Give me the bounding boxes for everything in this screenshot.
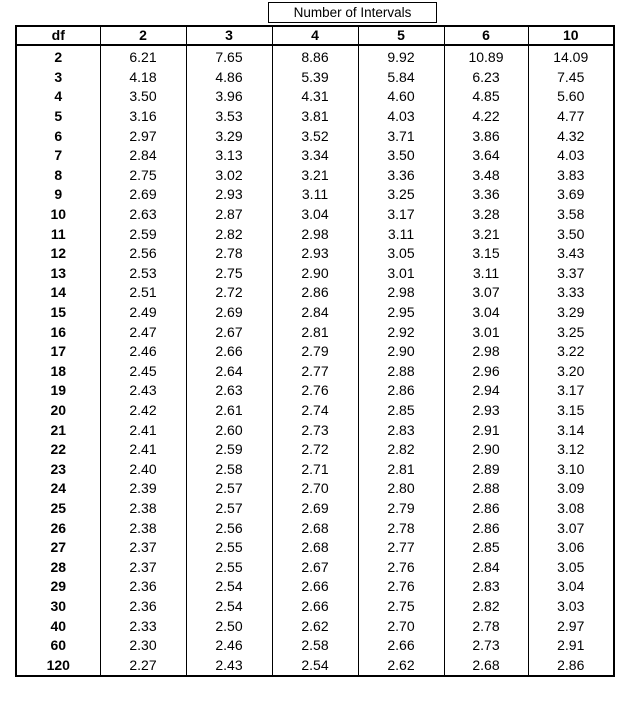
value-cell: 3.15	[528, 401, 614, 421]
value-cell: 3.04	[528, 577, 614, 597]
header-df: df	[16, 26, 100, 45]
value-cell: 2.68	[272, 538, 358, 558]
value-cell: 3.04	[444, 303, 528, 323]
value-cell: 2.93	[186, 185, 272, 205]
value-cell: 2.46	[186, 636, 272, 656]
header-intervals-2: 2	[100, 26, 186, 45]
value-cell: 2.67	[186, 322, 272, 342]
value-cell: 3.36	[444, 185, 528, 205]
row-df-cell: 29	[16, 577, 100, 597]
table-row	[16, 401, 614, 421]
value-cell: 4.32	[528, 126, 614, 146]
value-cell: 2.64	[186, 362, 272, 382]
value-cell: 3.37	[528, 264, 614, 284]
value-cell: 2.80	[358, 479, 444, 499]
value-cell: 2.76	[358, 577, 444, 597]
value-cell: 2.59	[186, 440, 272, 460]
value-cell: 2.86	[528, 655, 614, 676]
value-cell: 6.23	[444, 68, 528, 88]
value-cell: 3.02	[186, 166, 272, 186]
value-cell: 3.14	[528, 420, 614, 440]
value-cell: 2.85	[444, 538, 528, 558]
table-row	[16, 362, 614, 382]
header-intervals-3: 3	[186, 26, 272, 45]
value-cell: 2.30	[100, 636, 186, 656]
value-cell: 2.56	[100, 244, 186, 264]
value-cell: 2.72	[186, 283, 272, 303]
table-row	[16, 538, 614, 558]
value-cell: 2.66	[272, 597, 358, 617]
value-cell: 2.63	[186, 381, 272, 401]
table-row	[16, 264, 614, 284]
value-cell: 2.59	[100, 224, 186, 244]
value-cell: 2.38	[100, 518, 186, 538]
value-cell: 2.40	[100, 459, 186, 479]
value-cell: 3.15	[444, 244, 528, 264]
value-cell: 4.86	[186, 68, 272, 88]
table-row	[16, 107, 614, 127]
value-cell: 2.78	[444, 616, 528, 636]
value-cell: 7.45	[528, 68, 614, 88]
value-cell: 2.75	[186, 264, 272, 284]
table-row	[16, 655, 614, 676]
value-cell: 2.88	[358, 362, 444, 382]
row-df-cell: 120	[16, 655, 100, 676]
value-cell: 2.33	[100, 616, 186, 636]
value-cell: 2.79	[272, 342, 358, 362]
value-cell: 2.74	[272, 401, 358, 421]
value-cell: 2.70	[272, 479, 358, 499]
value-cell: 2.62	[272, 616, 358, 636]
value-cell: 2.69	[100, 185, 186, 205]
value-cell: 3.29	[528, 303, 614, 323]
table-row	[16, 616, 614, 636]
value-cell: 4.22	[444, 107, 528, 127]
value-cell: 2.78	[186, 244, 272, 264]
value-cell: 2.57	[186, 499, 272, 519]
value-cell: 2.57	[186, 479, 272, 499]
table-row	[16, 126, 614, 146]
value-cell: 3.01	[358, 264, 444, 284]
value-cell: 2.78	[358, 518, 444, 538]
value-cell: 5.84	[358, 68, 444, 88]
value-cell: 2.68	[444, 655, 528, 676]
value-cell: 3.69	[528, 185, 614, 205]
value-cell: 2.93	[272, 244, 358, 264]
value-cell: 3.83	[528, 166, 614, 186]
row-df-cell: 23	[16, 459, 100, 479]
value-cell: 2.55	[186, 538, 272, 558]
value-cell: 3.43	[528, 244, 614, 264]
value-cell: 2.54	[186, 577, 272, 597]
value-cell: 2.86	[444, 499, 528, 519]
value-cell: 3.58	[528, 205, 614, 225]
value-cell: 2.37	[100, 557, 186, 577]
table-caption: Number of Intervals	[268, 2, 437, 23]
value-cell: 2.98	[272, 224, 358, 244]
value-cell: 3.53	[186, 107, 272, 127]
value-cell: 3.04	[272, 205, 358, 225]
value-cell: 2.47	[100, 322, 186, 342]
value-cell: 2.36	[100, 577, 186, 597]
value-cell: 2.73	[444, 636, 528, 656]
table-row	[16, 577, 614, 597]
table-row	[16, 420, 614, 440]
value-cell: 2.67	[272, 557, 358, 577]
table-row	[16, 146, 614, 166]
row-df-cell: 24	[16, 479, 100, 499]
value-cell: 2.60	[186, 420, 272, 440]
value-cell: 3.50	[100, 87, 186, 107]
value-cell: 14.09	[528, 45, 614, 68]
value-cell: 2.62	[358, 655, 444, 676]
row-df-cell: 7	[16, 146, 100, 166]
value-cell: 7.65	[186, 45, 272, 68]
row-df-cell: 13	[16, 264, 100, 284]
value-cell: 2.27	[100, 655, 186, 676]
value-cell: 3.50	[528, 224, 614, 244]
value-cell: 3.28	[444, 205, 528, 225]
row-df-cell: 60	[16, 636, 100, 656]
value-cell: 3.10	[528, 459, 614, 479]
value-cell: 3.25	[528, 322, 614, 342]
value-cell: 2.88	[444, 479, 528, 499]
value-cell: 3.71	[358, 126, 444, 146]
row-df-cell: 27	[16, 538, 100, 558]
value-cell: 2.94	[444, 381, 528, 401]
table-row	[16, 381, 614, 401]
table-row	[16, 479, 614, 499]
row-df-cell: 14	[16, 283, 100, 303]
header-intervals-5: 5	[358, 26, 444, 45]
value-cell: 2.36	[100, 597, 186, 617]
value-cell: 2.50	[186, 616, 272, 636]
value-cell: 2.51	[100, 283, 186, 303]
value-cell: 2.97	[528, 616, 614, 636]
value-cell: 2.77	[272, 362, 358, 382]
row-df-cell: 30	[16, 597, 100, 617]
value-cell: 2.81	[358, 459, 444, 479]
value-cell: 2.79	[358, 499, 444, 519]
value-cell: 2.69	[186, 303, 272, 323]
value-cell: 3.06	[528, 538, 614, 558]
row-df-cell: 18	[16, 362, 100, 382]
value-cell: 2.56	[186, 518, 272, 538]
row-df-cell: 17	[16, 342, 100, 362]
value-cell: 3.07	[444, 283, 528, 303]
value-cell: 3.25	[358, 185, 444, 205]
value-cell: 2.66	[186, 342, 272, 362]
value-cell: 3.34	[272, 146, 358, 166]
value-cell: 4.77	[528, 107, 614, 127]
value-cell: 2.73	[272, 420, 358, 440]
value-cell: 2.39	[100, 479, 186, 499]
value-cell: 2.38	[100, 499, 186, 519]
table-row	[16, 557, 614, 577]
value-cell: 5.60	[528, 87, 614, 107]
value-cell: 2.37	[100, 538, 186, 558]
row-df-cell: 15	[16, 303, 100, 323]
row-df-cell: 26	[16, 518, 100, 538]
value-cell: 3.96	[186, 87, 272, 107]
value-cell: 2.41	[100, 420, 186, 440]
value-cell: 2.43	[186, 655, 272, 676]
value-cell: 2.92	[358, 322, 444, 342]
value-cell: 2.63	[100, 205, 186, 225]
value-cell: 3.11	[358, 224, 444, 244]
table-row	[16, 244, 614, 264]
table-body	[16, 45, 614, 676]
row-df-cell: 20	[16, 401, 100, 421]
row-df-cell: 8	[16, 166, 100, 186]
value-cell: 3.03	[528, 597, 614, 617]
value-cell: 2.45	[100, 362, 186, 382]
table-row	[16, 499, 614, 519]
value-cell: 3.86	[444, 126, 528, 146]
value-cell: 2.61	[186, 401, 272, 421]
value-cell: 2.85	[358, 401, 444, 421]
value-cell: 2.83	[358, 420, 444, 440]
value-cell: 2.42	[100, 401, 186, 421]
value-cell: 2.86	[272, 283, 358, 303]
value-cell: 3.11	[444, 264, 528, 284]
row-df-cell: 6	[16, 126, 100, 146]
value-cell: 2.90	[272, 264, 358, 284]
value-cell: 2.84	[100, 146, 186, 166]
value-cell: 2.72	[272, 440, 358, 460]
value-cell: 2.76	[272, 381, 358, 401]
row-df-cell: 9	[16, 185, 100, 205]
value-cell: 3.21	[272, 166, 358, 186]
table-row	[16, 636, 614, 656]
table-row	[16, 459, 614, 479]
critical-values-table	[15, 25, 615, 677]
value-cell: 2.75	[358, 597, 444, 617]
table-row	[16, 68, 614, 88]
value-cell: 2.55	[186, 557, 272, 577]
value-cell: 2.81	[272, 322, 358, 342]
value-cell: 2.95	[358, 303, 444, 323]
header-intervals-10: 10	[528, 26, 614, 45]
value-cell: 3.52	[272, 126, 358, 146]
value-cell: 2.53	[100, 264, 186, 284]
value-cell: 2.76	[358, 557, 444, 577]
table-row	[16, 45, 614, 68]
row-df-cell: 40	[16, 616, 100, 636]
table-row	[16, 342, 614, 362]
row-df-cell: 2	[16, 45, 100, 68]
table-row	[16, 224, 614, 244]
value-cell: 3.29	[186, 126, 272, 146]
row-df-cell: 22	[16, 440, 100, 460]
row-df-cell: 11	[16, 224, 100, 244]
value-cell: 3.50	[358, 146, 444, 166]
value-cell: 3.13	[186, 146, 272, 166]
table-row	[16, 322, 614, 342]
value-cell: 2.41	[100, 440, 186, 460]
value-cell: 3.01	[444, 322, 528, 342]
value-cell: 2.96	[444, 362, 528, 382]
row-df-cell: 10	[16, 205, 100, 225]
table-row	[16, 303, 614, 323]
value-cell: 3.05	[358, 244, 444, 264]
value-cell: 3.81	[272, 107, 358, 127]
value-cell: 2.90	[358, 342, 444, 362]
value-cell: 2.83	[444, 577, 528, 597]
value-cell: 2.46	[100, 342, 186, 362]
value-cell: 2.84	[272, 303, 358, 323]
value-cell: 3.17	[528, 381, 614, 401]
value-cell: 2.54	[186, 597, 272, 617]
value-cell: 2.68	[272, 518, 358, 538]
table-row	[16, 597, 614, 617]
value-cell: 2.77	[358, 538, 444, 558]
value-cell: 3.21	[444, 224, 528, 244]
value-cell: 3.05	[528, 557, 614, 577]
value-cell: 2.75	[100, 166, 186, 186]
value-cell: 2.69	[272, 499, 358, 519]
table-row	[16, 87, 614, 107]
value-cell: 3.07	[528, 518, 614, 538]
value-cell: 2.98	[358, 283, 444, 303]
value-cell: 4.03	[358, 107, 444, 127]
value-cell: 2.82	[186, 224, 272, 244]
value-cell: 2.89	[444, 459, 528, 479]
value-cell: 2.91	[528, 636, 614, 656]
header-row	[16, 26, 614, 45]
row-df-cell: 12	[16, 244, 100, 264]
value-cell: 4.85	[444, 87, 528, 107]
value-cell: 2.87	[186, 205, 272, 225]
value-cell: 2.82	[358, 440, 444, 460]
value-cell: 2.84	[444, 557, 528, 577]
row-df-cell: 16	[16, 322, 100, 342]
value-cell: 2.90	[444, 440, 528, 460]
row-df-cell: 25	[16, 499, 100, 519]
value-cell: 6.21	[100, 45, 186, 68]
value-cell: 2.86	[358, 381, 444, 401]
header-intervals-6: 6	[444, 26, 528, 45]
header-intervals-4: 4	[272, 26, 358, 45]
value-cell: 4.60	[358, 87, 444, 107]
value-cell: 2.66	[358, 636, 444, 656]
row-df-cell: 5	[16, 107, 100, 127]
value-cell: 4.18	[100, 68, 186, 88]
table-row	[16, 283, 614, 303]
table-row	[16, 185, 614, 205]
value-cell: 3.36	[358, 166, 444, 186]
value-cell: 9.92	[358, 45, 444, 68]
value-cell: 2.70	[358, 616, 444, 636]
value-cell: 2.97	[100, 126, 186, 146]
value-cell: 5.39	[272, 68, 358, 88]
value-cell: 3.09	[528, 479, 614, 499]
value-cell: 3.33	[528, 283, 614, 303]
value-cell: 2.58	[272, 636, 358, 656]
row-df-cell: 28	[16, 557, 100, 577]
value-cell: 3.11	[272, 185, 358, 205]
table-row	[16, 518, 614, 538]
value-cell: 2.43	[100, 381, 186, 401]
value-cell: 10.89	[444, 45, 528, 68]
value-cell: 2.58	[186, 459, 272, 479]
value-cell: 4.31	[272, 87, 358, 107]
row-df-cell: 19	[16, 381, 100, 401]
value-cell: 2.82	[444, 597, 528, 617]
value-cell: 2.49	[100, 303, 186, 323]
value-cell: 3.17	[358, 205, 444, 225]
value-cell: 2.93	[444, 401, 528, 421]
value-cell: 2.66	[272, 577, 358, 597]
value-cell: 3.08	[528, 499, 614, 519]
value-cell: 3.22	[528, 342, 614, 362]
value-cell: 3.20	[528, 362, 614, 382]
table-row	[16, 440, 614, 460]
value-cell: 3.48	[444, 166, 528, 186]
value-cell: 4.03	[528, 146, 614, 166]
value-cell: 2.54	[272, 655, 358, 676]
value-cell: 3.12	[528, 440, 614, 460]
value-cell: 2.98	[444, 342, 528, 362]
value-cell: 2.86	[444, 518, 528, 538]
table-row	[16, 205, 614, 225]
value-cell: 8.86	[272, 45, 358, 68]
row-df-cell: 3	[16, 68, 100, 88]
table-row	[16, 166, 614, 186]
row-df-cell: 4	[16, 87, 100, 107]
value-cell: 3.16	[100, 107, 186, 127]
value-cell: 3.64	[444, 146, 528, 166]
row-df-cell: 21	[16, 420, 100, 440]
value-cell: 2.91	[444, 420, 528, 440]
value-cell: 2.71	[272, 459, 358, 479]
